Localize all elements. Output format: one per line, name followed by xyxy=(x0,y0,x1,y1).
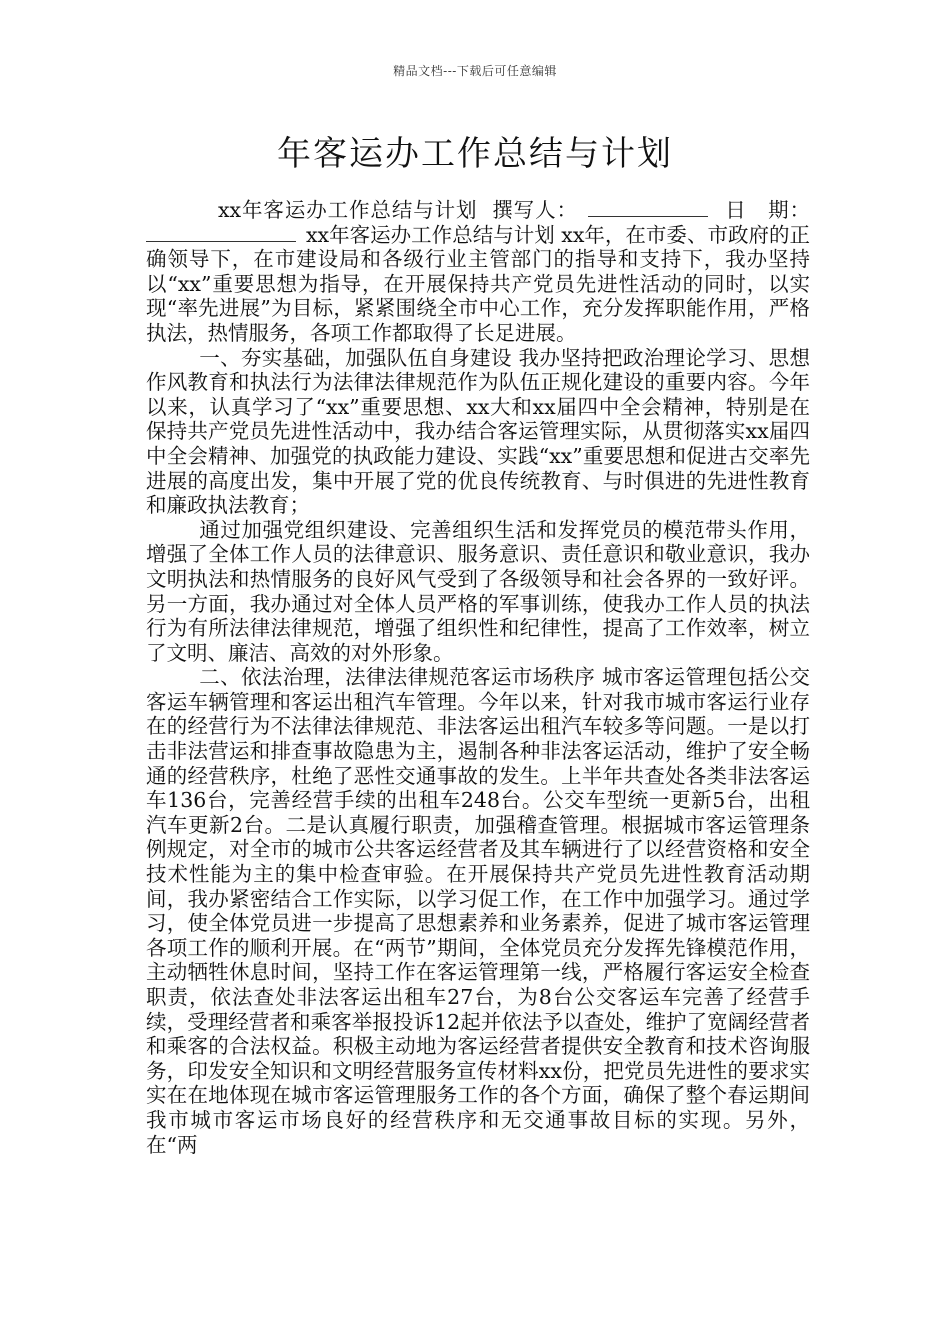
date-blank xyxy=(146,223,296,242)
header-note: 精品文档---下载后可任意编辑 xyxy=(393,64,557,78)
lead-in-text: xx年客运办工作总结与计划 xx年，在市委、市政府的正确领导下，在市建设局和各级行业主管部门的指导和支持下，我办坚持以“xx”重要思想为指导，在开展保持共产党员先进性活动的同时，以实现“率先进展”为目标，紧紧围绕全市中心工作，充分发挥职能作用，严格执法，热情服务，各项工作都取得了长足进展。 xyxy=(146,222,810,345)
author-label: 撰写人： xyxy=(492,198,578,222)
document-body xyxy=(146,198,810,1157)
document-title: 年客运办工作总结与计划 xyxy=(277,134,673,174)
paragraph-3: 二、依法治理，法律法律规范客运市场秩序 城市客运管理包括公交客运车辆管理和客运出租汽车管理。今年以来，针对我市城市客运行业存在的经营行为不法律法律规范、非法客运出租汽车较多等问题。一是以打击非法营运和排查事故隐患为主，遏制各种非法客运活动，维护了安全畅通的经营秩序，杜绝了恶性交通事故的发生。上半年共查处各类非法客运车136台，完善经营手续的出租车248台。公交车型统一更新5台，出租汽车更新2台。二是认真履行职责，加强稽查管理。根据城市客运管理条例规定，对全市的城市公共客运经营者及其车辆进行了以经营资格和安全技术性能为主的集中检查审验。在开展保持共产党员先进性教育活动期间，我办紧密结合工作实际，以学习促工作，在工作中加强学习。通过学习，使全体党员进一步提高了思想素养和业务素养，促进了城市客运管理各项工作的顺利开展。在“两节”期间，全体党员充分发挥先锋模范作用，主动牺牲休息时间，坚持工作在客运管理第一线，严格履行客运安全检查职责，依法查处非法客运出租车27台，为8台公交客运车完善了经营手续，受理经营者和乘客举报投诉12起并依法予以查处，维护了宽阔经营者和乘客的合法权益。积极主动地为客运经营者提供安全教育和技术咨询服务，印发安全知识和文明经营服务宣传材料xx份，把党员先进性的要求实实在在地体现在城市客运管理服务工作的各个方面，确保了整个春运期间我市城市客运市场良好的经营秩序和无交通事故目标的实现。另外，在“两 xyxy=(146,665,810,1157)
author-blank xyxy=(588,198,708,217)
paragraph-2: 通过加强党组织建设、完善组织生活和发挥党员的模范带头作用，增强了全体工作人员的法律意识、服务意识、责任意识和敬业意识，我办文明执法和热情服务的良好风气受到了各级领导和社会各界的一致好评。另一方面，我办通过对全体人员严格的军事训练，使我办工作人员的执法行为有所法律法律规范，增强了组织性和纪律性，提高了工作效率，树立了文明、廉洁、高效的对外形象。 xyxy=(146,517,810,665)
byline-paragraph xyxy=(146,198,810,346)
paragraph-1: 一、夯实基础，加强队伍自身建设 我办坚持把政治理论学习、思想作风教育和执法行为法律法律规范作为队伍正规化建设的重要内容。今年以来，认真学习了“xx”重要思想、xx大和xx届四中全会精神，特别是在保持共产党员先进性活动中，我办结合客运管理实际，从贯彻落实xx届四中全会精神、加强党的执政能力建设、实践“xx”重要思想和促进古交率先进展的高度出发，集中开展了党的优良传统教育、与时俱进的先进性教育和廉政执法教育； xyxy=(146,345,810,518)
date-label: 日 期： xyxy=(725,198,810,222)
byline-doc-name: xx年客运办工作总结与计划 xyxy=(218,198,478,222)
